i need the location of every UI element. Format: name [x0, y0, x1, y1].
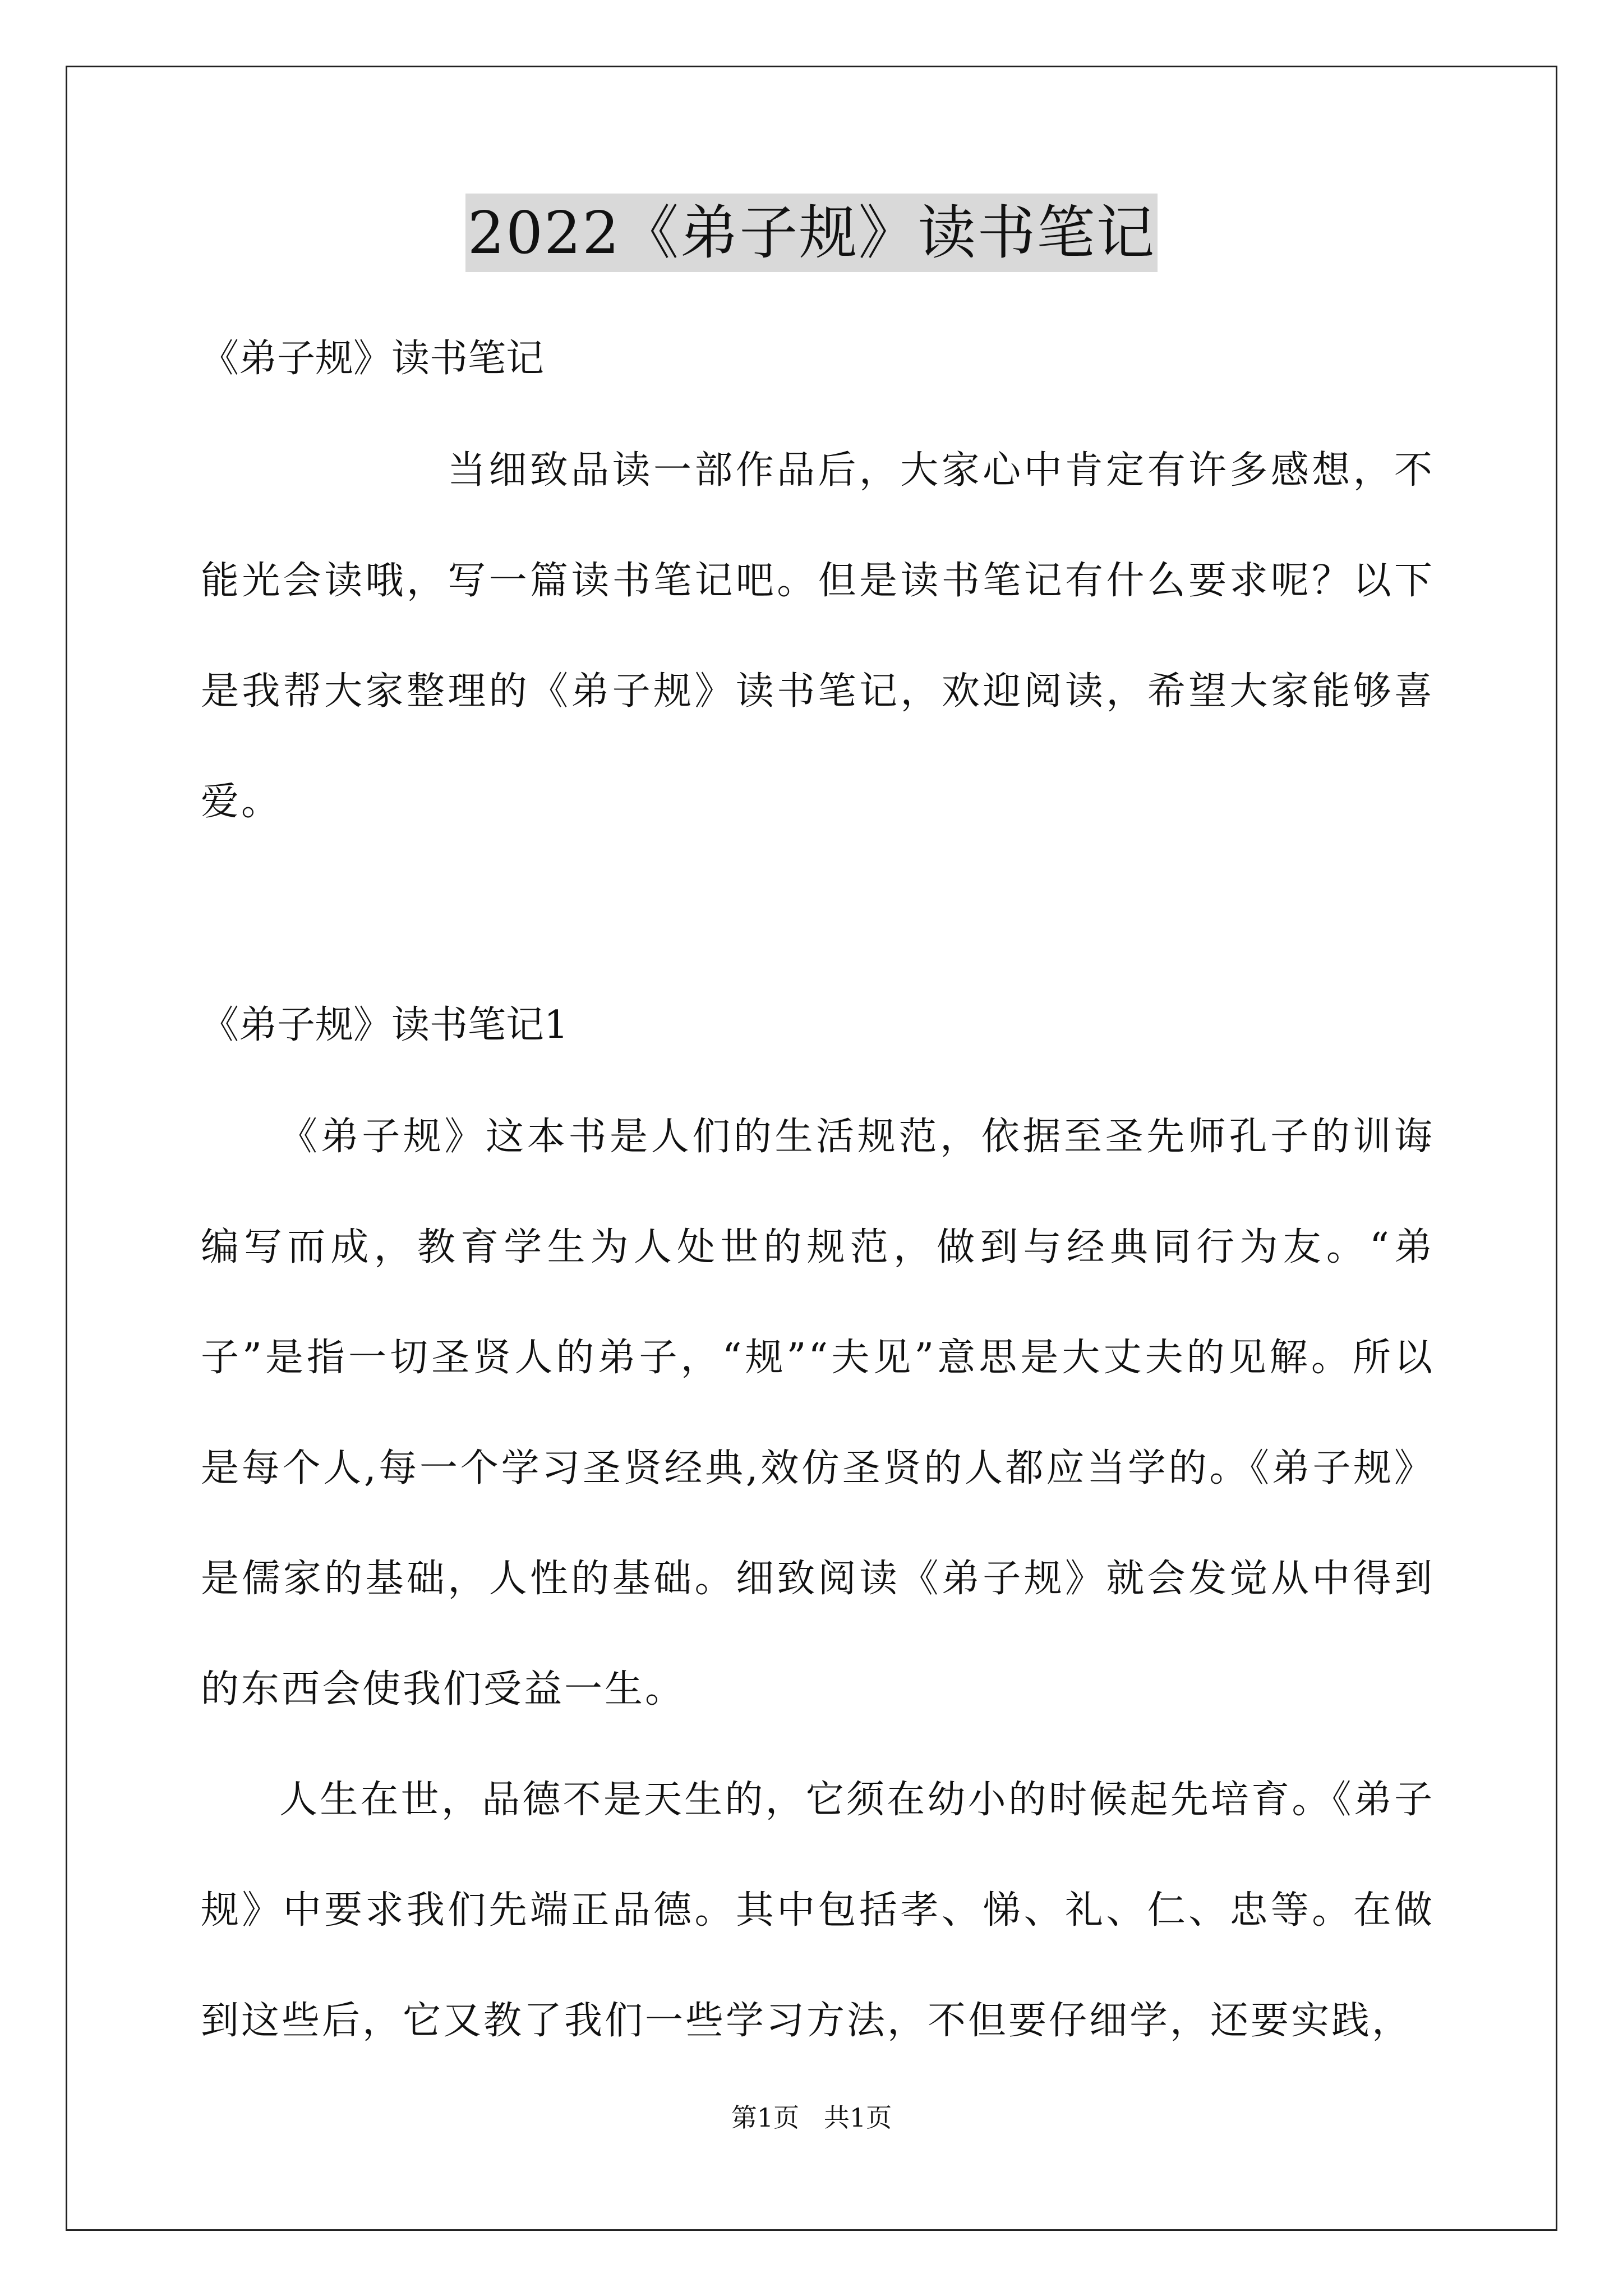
document-body [201, 303, 1435, 2076]
section-heading: 《弟子规》读书笔记1 [201, 1003, 569, 1047]
title-area [0, 194, 1623, 272]
document-title: 2022《弟子规》读书笔记 [465, 194, 1158, 272]
document-subtitle: 《弟子规》读书笔记 [201, 337, 545, 381]
page-footer: 第1页 共1页 [731, 2102, 892, 2133]
body-paragraph: 人生在世，品德不是天生的，它须在幼小的时候起先培育。《弟子规》中要求我们先端正品德。其中包括孝、悌、礼、仁、忠等。在做到这些后，它又教了我们一些学习方法，不但要仔细学，还要实践， [201, 1778, 1435, 2043]
intro-paragraph: 当细致品读一部作品后，大家心中肯定有许多感想，不能光会读哦，写一篇读书笔记吧。但是读书笔记有什么要求呢？以下是我帮大家整理的《弟子规》读书笔记，欢迎阅读，希望大家能够喜爱。 [201, 448, 1435, 824]
section-spacer [201, 857, 1435, 969]
body-paragraph: 《弟子规》这本书是人们的生活规范，依据至圣先师孔子的训诲编写而成，教育学生为人处世的规范，做到与经典同行为友。“弟子”是指一切圣贤人的弟子，“规”“夫见”意思是大丈夫的见解。所以是每个人,每一个学习圣贤经典,效仿圣贤的人都应当学的。《弟子规》是儒家的基础，人性的基础。细致阅读《弟子规》就会发觉从中得到的东西会使我们受益一生。 [201, 1115, 1435, 1711]
